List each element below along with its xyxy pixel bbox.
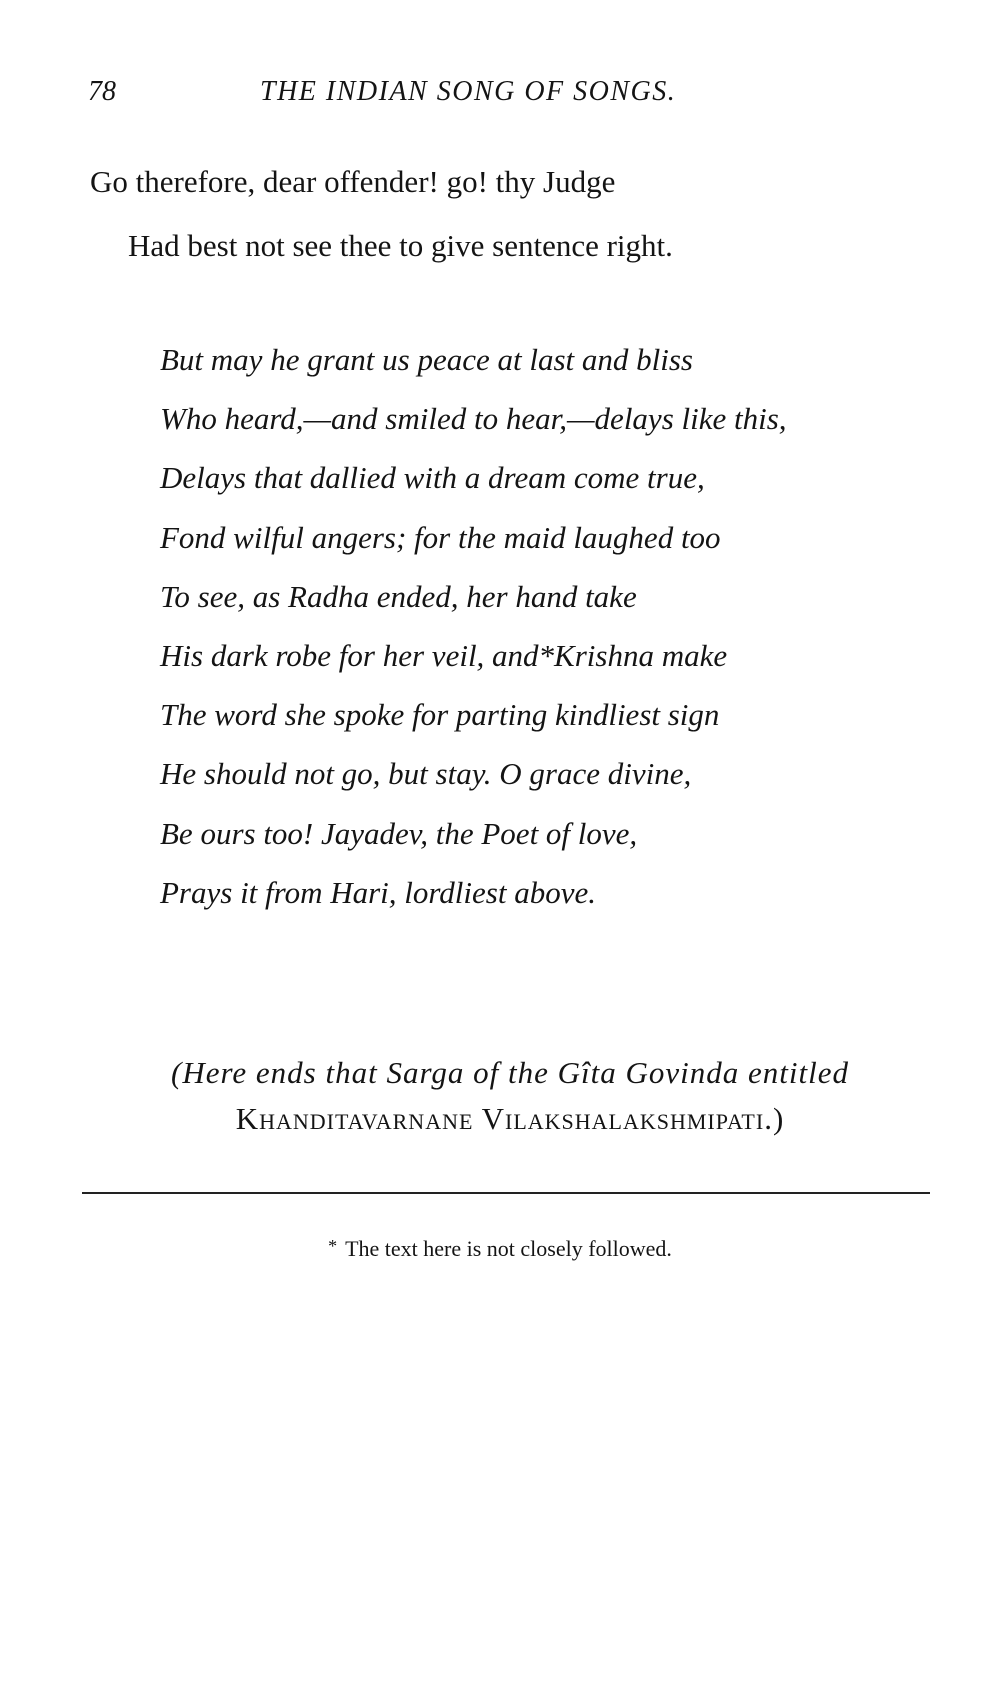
page-header xyxy=(88,76,768,116)
verse-line: Prays it from Hari, lordliest above. xyxy=(160,874,596,910)
verse-line: Be ours too! Jayadev, the Poet of love, xyxy=(160,815,638,851)
footnote-marker: * xyxy=(328,1236,338,1256)
verse-line: Delays that dallied with a dream come true, xyxy=(160,460,705,496)
footnote xyxy=(0,1236,1000,1262)
colophon-title: Khanditavarnane Vilakshalakshmipati.) xyxy=(235,1101,785,1136)
verse-line: He should not go, but stay. O grace divine, xyxy=(160,756,692,792)
footnote-text: The text here is not closely followed. xyxy=(345,1236,672,1261)
page-number: 78 xyxy=(88,76,116,107)
prose-block xyxy=(90,150,930,278)
running-head: THE INDIAN SONG OF SONGS. xyxy=(260,76,677,107)
verse-line: His dark robe for her veil, and*Krishna make xyxy=(160,638,728,674)
verse-line: Who heard,—and smiled to hear,—delays like this, xyxy=(160,401,787,437)
footnote-rule xyxy=(82,1192,930,1194)
verse-line: The word she spoke for parting kindliest sign xyxy=(160,697,720,733)
prose-line: Had best not see thee to give sentence right. xyxy=(128,228,673,263)
verse-stanza xyxy=(160,330,950,922)
verse-line: To see, as Radha ended, her hand take xyxy=(160,578,637,614)
verse-line: But may he grant us peace at last and bliss xyxy=(160,342,693,377)
colophon-line: (Here ends that Sarga of the Gîta Govinda entitled xyxy=(171,1055,849,1090)
verse-line: Fond wilful angers; for the maid laughed too xyxy=(160,519,721,555)
colophon xyxy=(80,1050,940,1142)
prose-line: Go therefore, dear offender! go! thy Judge xyxy=(90,164,616,199)
